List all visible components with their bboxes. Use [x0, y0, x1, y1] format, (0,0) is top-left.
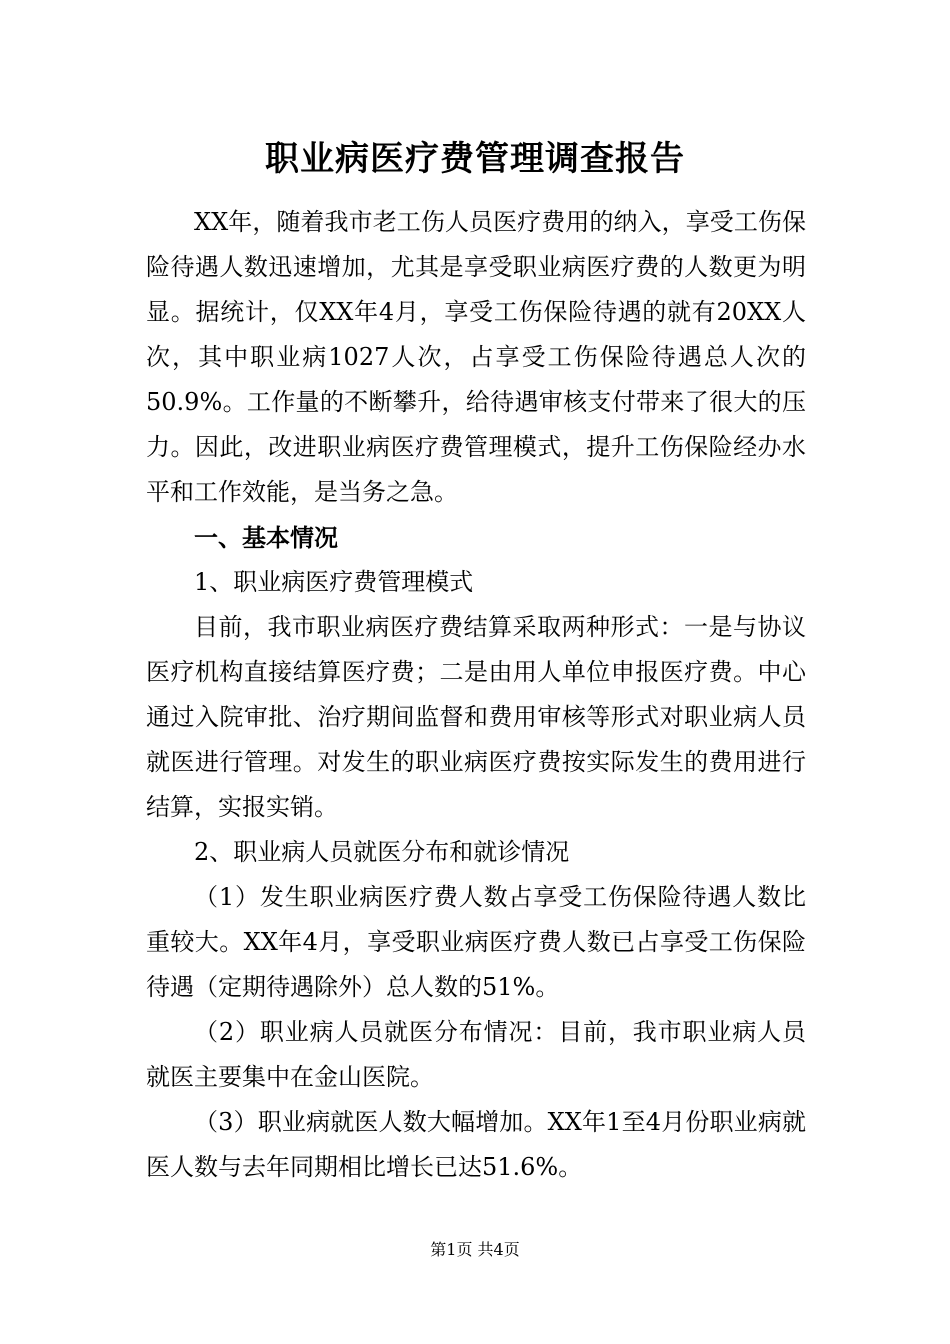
paragraph-point-1: （1）发生职业病医疗费人数占享受工伤保险待遇人数比重较大。XX年4月，享受职业病医疗费人数已占享受工伤保险待遇（定期待遇除外）总人数的51%。: [146, 883, 806, 1001]
document-title: 职业病医疗费管理调查报告: [265, 139, 685, 179]
paragraph-point-2: （2）职业病人员就医分布情况：目前，我市职业病人员就医主要集中在金山医院。: [146, 1018, 806, 1091]
page-number-footer: 第1页 共4页: [430, 1240, 520, 1259]
subheading-distribution: 2、职业病人员就医分布和就诊情况: [194, 838, 570, 866]
document-body: [146, 200, 806, 1190]
subheading-management-mode: 1、职业病医疗费管理模式: [194, 568, 474, 596]
paragraph-intro: XX年，随着我市老工伤人员医疗费用的纳入，享受工伤保险待遇人数迅速增加，尤其是享受职业病医疗费的人数更为明显。据统计，仅XX年4月，享受工伤保险待遇的就有20XX人次，其中职业病1027人次，占享受工伤保险待遇总人次的50.9%。工作量的不断攀升，给待遇审核支付带来了很大的压力。因此，改进职业病医疗费管理模式，提升工伤保险经办水平和工作效能，是当务之急。: [146, 208, 806, 506]
section-heading-basic-situation: 一、基本情况: [194, 523, 338, 552]
paragraph-point-3: （3）职业病就医人数大幅增加。XX年1至4月份职业病就医人数与去年同期相比增长已达51.6%。: [146, 1108, 806, 1181]
paragraph-management-mode: 目前，我市职业病医疗费结算采取两种形式：一是与协议医疗机构直接结算医疗费；二是由用人单位申报医疗费。中心通过入院审批、治疗期间监督和费用审核等形式对职业病人员就医进行管理。对发生的职业病医疗费按实际发生的费用进行结算，实报实销。: [146, 613, 806, 821]
